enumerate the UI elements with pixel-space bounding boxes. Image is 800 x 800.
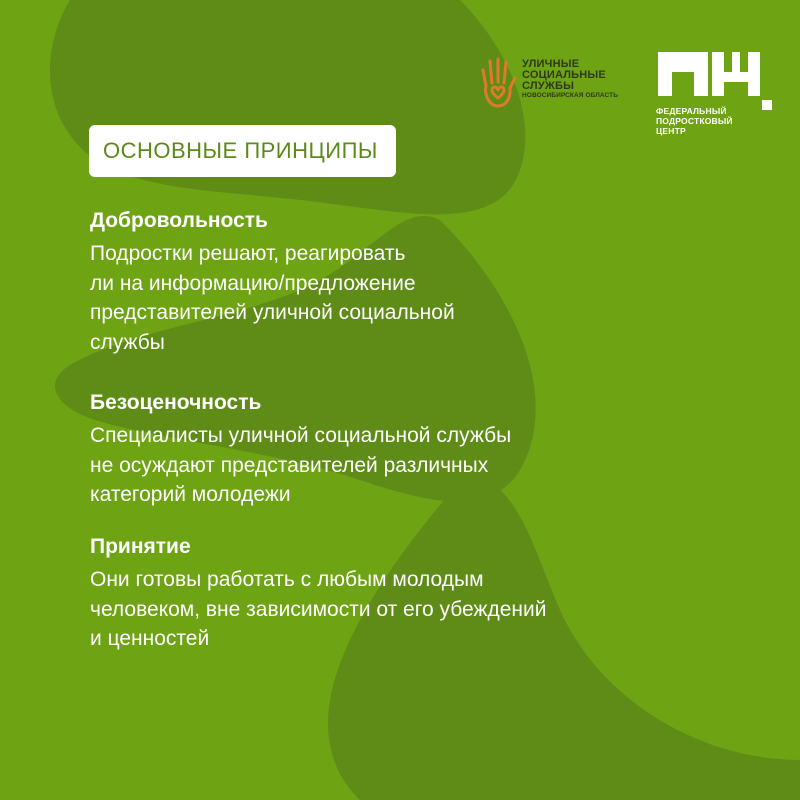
teen-center-line-3: ЦЕНТР	[656, 126, 686, 136]
logo-line-2: СОЦИАЛЬНЫЕ	[522, 69, 606, 81]
heading-badge	[89, 125, 396, 177]
logo-line-3: СЛУЖБЫ	[522, 80, 575, 92]
principle-non-judgment	[90, 388, 511, 510]
principle-description: Они готовы работать с любым молодым человеком, вне зависимости от его убеждений и ценностей	[90, 568, 547, 650]
principle-title: Принятие	[90, 535, 191, 558]
federal-teen-center-logo	[656, 50, 776, 150]
street-social-services-logo	[478, 56, 638, 108]
heading-title: ОСНОВНЫЕ ПРИНЦИПЫ	[103, 138, 378, 163]
principle-description: Специалисты уличной социальной службы не осуждают представителей различных категорий молодежи	[90, 424, 512, 506]
principle-voluntariness	[90, 206, 455, 357]
principle-title: Добровольность	[90, 209, 268, 232]
dark-blob-top	[50, 0, 525, 214]
teen-center-mark-icon	[656, 50, 776, 110]
hand-heart-icon	[478, 56, 518, 108]
principle-description: Подростки решают, реагировать ли на информацию/предложение представителей уличной социальной службы	[90, 242, 455, 354]
logo-line-1: УЛИЧНЫЕ	[522, 58, 580, 70]
principle-acceptance	[90, 532, 546, 654]
logo-region: НОВОСИБИРСКАЯ ОБЛАСТЬ	[522, 92, 618, 99]
principle-title: Безоценочность	[90, 391, 262, 414]
teen-center-line-1: ФЕДЕРАЛЬНЫЙ	[656, 106, 727, 116]
teen-center-line-2: ПОДРОСТКОВЫЙ	[656, 116, 733, 126]
